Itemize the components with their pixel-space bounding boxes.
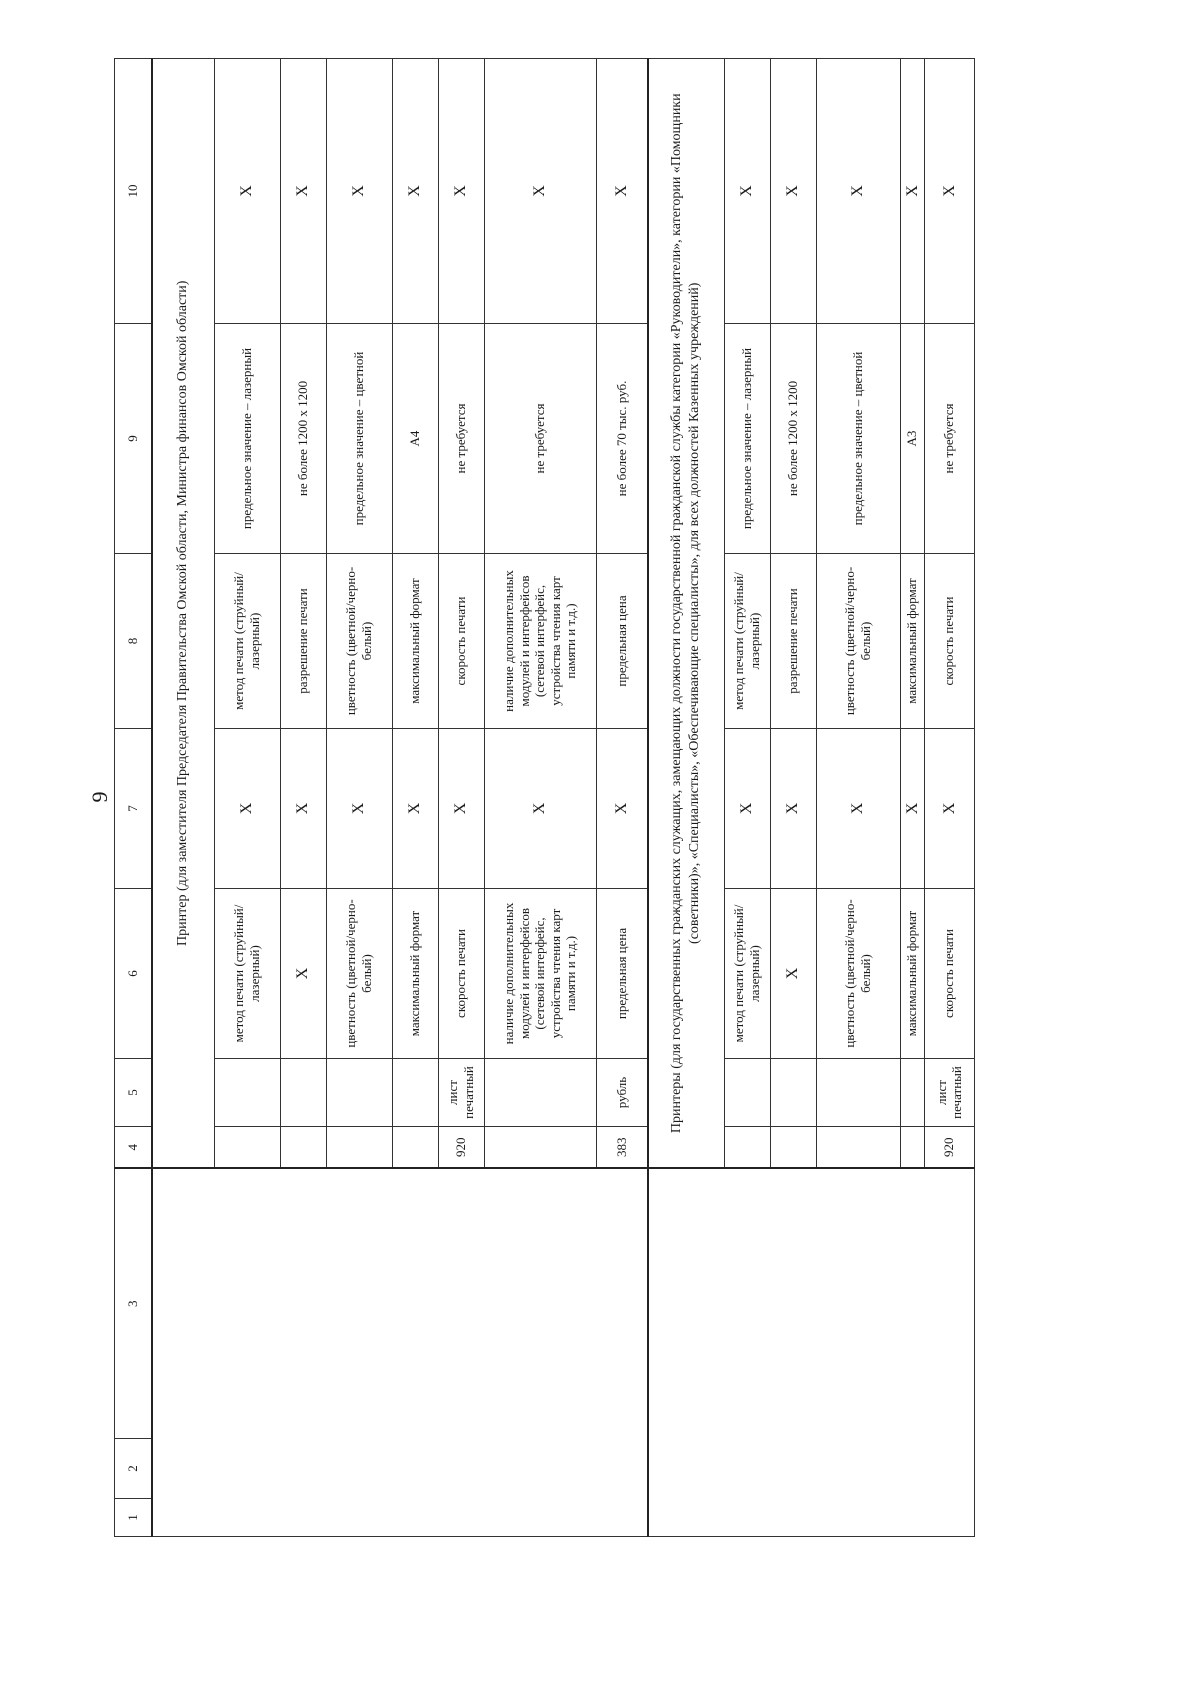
table-cell-c4: 920 <box>924 1127 974 1169</box>
table-cell-c4 <box>280 1127 326 1169</box>
row-spanning-cell <box>152 1169 648 1537</box>
table-cell-c7: X <box>770 729 816 889</box>
table-cell-c8: скорость печати <box>924 554 974 729</box>
page-number: 9 <box>87 791 112 803</box>
header-cell: 5 <box>115 1059 153 1127</box>
table-cell-c7: X <box>326 729 392 889</box>
table-cell-c5: лист печатный <box>438 1059 484 1127</box>
table-cell-c4 <box>770 1127 816 1169</box>
table-cell-c9: не требуется <box>484 324 596 554</box>
table-cell-c5 <box>770 1059 816 1127</box>
table-cell-c10: X <box>924 59 974 324</box>
header-cell: 2 <box>115 1439 153 1499</box>
table-cell-c8: разрешение печати <box>770 554 816 729</box>
header-cell: 3 <box>115 1169 153 1439</box>
table-cell-c7: X <box>214 729 280 889</box>
table-cell-c6: цветность (цветной/черно-белый) <box>326 889 392 1059</box>
table-cell-c8: максимальный формат <box>392 554 438 729</box>
table-cell-c7: X <box>438 729 484 889</box>
section-title: Принтеры (для государственных гражданских служащих, замещающих должности государственной гражданской службы категории «Руководители», категории «Помощники (советники)», «Специалисты», «Обеспечивающие специалисты», для всех должностей Казенных учреждений) <box>648 59 724 1169</box>
table-cell-c10: X <box>326 59 392 324</box>
rotated-page <box>114 59 1054 1537</box>
table-cell-c10: X <box>392 59 438 324</box>
table-cell-c8: скорость печати <box>438 554 484 729</box>
table-cell-c8: цветность (цветной/черно-белый) <box>816 554 900 729</box>
table-cell-c6: метод печати (струйный/лазерный) <box>214 889 280 1059</box>
table-cell-c6: цветность (цветной/черно-белый) <box>816 889 900 1059</box>
table-cell-c7: X <box>484 729 596 889</box>
table-cell-c9: А3 <box>900 324 924 554</box>
table-cell-c8: цветность (цветной/черно-белый) <box>326 554 392 729</box>
table-cell-c7: X <box>392 729 438 889</box>
table-cell-c10: X <box>438 59 484 324</box>
table-cell-c4 <box>816 1127 900 1169</box>
table-cell-c5: лист печатный <box>924 1059 974 1127</box>
section-title: Принтер (для заместителя Председателя Правительства Омской области, Министра финансов Омской области) <box>152 59 214 1169</box>
table-cell-c6: максимальный формат <box>392 889 438 1059</box>
table-cell-c6: X <box>770 889 816 1059</box>
table-cell-c9: не более 1200 х 1200 <box>280 324 326 554</box>
table-cell-c5 <box>484 1059 596 1127</box>
table-cell-c6: максимальный формат <box>900 889 924 1059</box>
table-cell-c10: X <box>724 59 770 324</box>
table-cell-c4: 920 <box>438 1127 484 1169</box>
table-cell-c4 <box>484 1127 596 1169</box>
table-cell-c8: метод печати (струйный/лазерный) <box>724 554 770 729</box>
table-cell-c7: X <box>900 729 924 889</box>
table-cell-c10: X <box>900 59 924 324</box>
table-cell-c4: 383 <box>596 1127 648 1169</box>
row-spanning-cell <box>648 1169 974 1537</box>
table-cell-c5 <box>392 1059 438 1127</box>
table-cell-c6: скорость печати <box>438 889 484 1059</box>
table-cell-c9: не требуется <box>924 324 974 554</box>
table-cell-c10: X <box>770 59 816 324</box>
table-cell-c6: наличие дополнительных модулей и интерфейсов (сетевой интерфейс, устройства чтения карт памяти и т.д.) <box>484 889 596 1059</box>
table-cell-c9: предельное значение – цветной <box>326 324 392 554</box>
header-row <box>115 59 153 1537</box>
table-cell-c9: не требуется <box>438 324 484 554</box>
table-cell-c4 <box>392 1127 438 1169</box>
table-cell-c4 <box>326 1127 392 1169</box>
table-cell-c4 <box>214 1127 280 1169</box>
table-cell-c10: X <box>280 59 326 324</box>
header-cell: 10 <box>115 59 153 324</box>
header-cell: 4 <box>115 1127 153 1169</box>
table-cell-c6: скорость печати <box>924 889 974 1059</box>
table-cell-c4 <box>724 1127 770 1169</box>
table-cell-c5 <box>816 1059 900 1127</box>
table-cell-c7: X <box>280 729 326 889</box>
table-cell-c7: X <box>924 729 974 889</box>
table-cell-c8: наличие дополнительных модулей и интерфейсов (сетевой интерфейс, устройства чтения карт памяти и т.д.) <box>484 554 596 729</box>
table-cell-c10: X <box>484 59 596 324</box>
table-cell-c6: метод печати (струйный/лазерный) <box>724 889 770 1059</box>
table-cell-c7: X <box>816 729 900 889</box>
table-cell-c8: разрешение печати <box>280 554 326 729</box>
section-title-row <box>152 59 214 1537</box>
table-cell-c7: X <box>724 729 770 889</box>
header-cell: 8 <box>115 554 153 729</box>
table-cell-c5 <box>214 1059 280 1127</box>
table-cell-c8: метод печати (струйный/лазерный) <box>214 554 280 729</box>
table-cell-c9: предельное значение – лазерный <box>724 324 770 554</box>
table-cell-c9: А4 <box>392 324 438 554</box>
table-cell-c4 <box>900 1127 924 1169</box>
header-cell: 7 <box>115 729 153 889</box>
table-cell-c5 <box>900 1059 924 1127</box>
table-cell-c6: X <box>280 889 326 1059</box>
table-cell-c8: предельная цена <box>596 554 648 729</box>
header-cell: 9 <box>115 324 153 554</box>
table-cell-c10: X <box>816 59 900 324</box>
table-cell-c6: предельная цена <box>596 889 648 1059</box>
table-cell-c9: предельное значение – лазерный <box>214 324 280 554</box>
table-cell-c10: X <box>214 59 280 324</box>
table-cell-c9: не более 1200 х 1200 <box>770 324 816 554</box>
table-cell-c5 <box>280 1059 326 1127</box>
table-cell-c8: максимальный формат <box>900 554 924 729</box>
table-body <box>115 59 975 1537</box>
table-cell-c10: X <box>596 59 648 324</box>
header-cell: 6 <box>115 889 153 1059</box>
table-cell-c5: рубль <box>596 1059 648 1127</box>
table-cell-c5 <box>326 1059 392 1127</box>
table-cell-c9: не более 70 тыс. руб. <box>596 324 648 554</box>
table-cell-c5 <box>724 1059 770 1127</box>
header-cell: 1 <box>115 1499 153 1537</box>
table-cell-c9: предельное значение – цветной <box>816 324 900 554</box>
table-cell-c7: X <box>596 729 648 889</box>
section-title-row <box>648 59 724 1537</box>
requirements-table <box>114 58 975 1537</box>
